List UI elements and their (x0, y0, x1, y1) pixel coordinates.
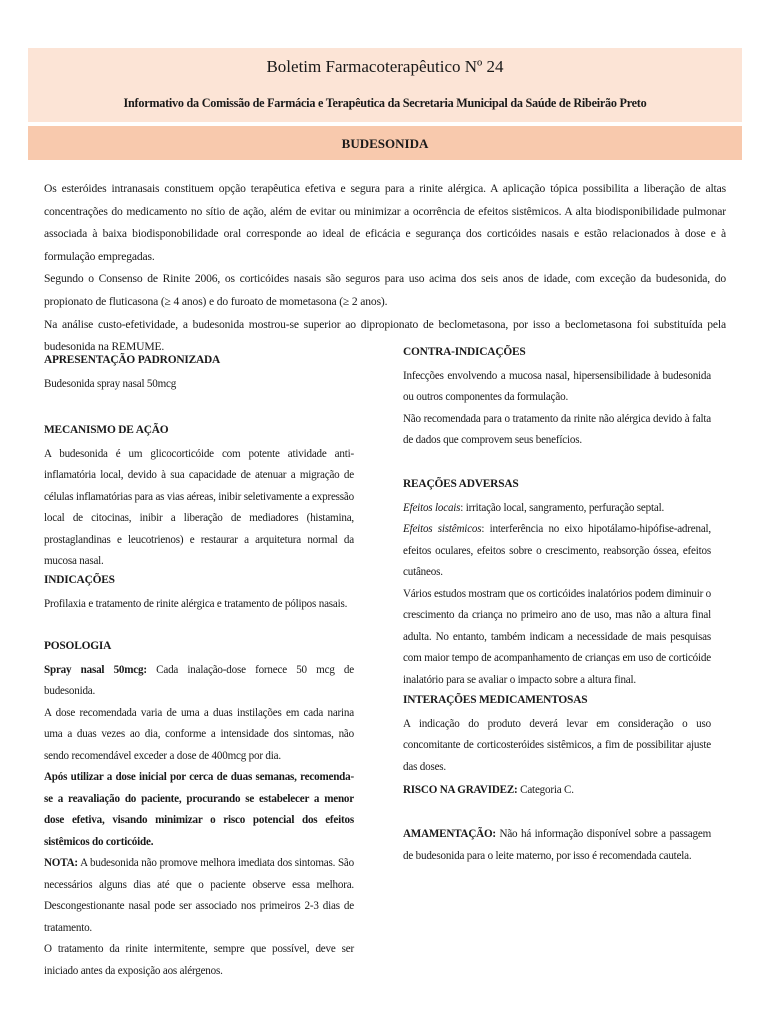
apresentacao-heading: APRESENTAÇÃO PADRONIZADA (44, 354, 221, 366)
intro-paragraph-1: Os esteróides intranasais constituem opção terapêutica efetiva e segura para a rinite alérgica. A aplicação tópica possibilita a liberação de altas concentrações do medicamento no sítio de ação, além de evitar ou minimizar a ocorrência de efeitos sistêmicos. A alta biodisponibilidade pulmonar associada à baixa biodisponobilidade oral corresponde ao ideal de eficácia e segurança dos corticóides nasais e estão relacionados à dose e à formulação empregadas. (44, 182, 726, 263)
risco-line (403, 780, 711, 802)
reacoes-estudos: Vários estudos mostram que os corticóides inalatórios podem diminuir o crescimento da criança no primeiro ano de uso, mas não a altura final adulta. No entanto, também indicam a necessidade de mais pesquisas com maior tempo de acompanhamento de crianças em uso de corticóide inalatório para se avaliar o impacto sobre a altura final. (403, 587, 711, 686)
posologia-dose: A dose recomendada varia de uma a duas instilações em cada narina uma a duas vezes ao dia, conforme a intensidade dos sintomas, não sendo recomendável exceder a dose de 400mcg por dia. (44, 706, 354, 762)
section-risco-gravidez (403, 780, 711, 802)
locais-label: Efeitos locais (403, 501, 461, 514)
mecanismo-text: A budesonida é um glicocorticóide com potente atividade anti-inflamatória local, devido à sua capacidade de atenuar a migração de células inflamatórias para as vias aéreas, inibir seletivamente a expressão local de citocinas, inibir a liberação de mediadores (histamina, prostaglandinas e leucotrienos) e restaurar a arquitetura normal da mucosa nasal. (44, 447, 354, 567)
intro-paragraph-3: Na análise custo-efetividade, a budesonida mostrou-se superior ao dipropionato de beclometasona, por isso a beclometasona foi substituída pela budesonida na REMUME. (44, 317, 726, 354)
intro-section (44, 178, 726, 359)
section-interacoes (403, 690, 711, 778)
interacoes-heading: INTERAÇÕES MEDICAMENTOSAS (403, 694, 588, 706)
reacoes-sistemicos (403, 519, 711, 584)
contra-text-1: Infecções envolvendo a mucosa nasal, hipersensibilidade à budesonida ou outros componentes da formulação. (403, 369, 711, 403)
header-banner (28, 48, 742, 122)
section-posologia (44, 636, 354, 982)
sistemicos-label: Efeitos sistêmicos (403, 523, 482, 535)
section-contra-indicacoes (403, 342, 711, 452)
section-amamentacao (403, 824, 711, 867)
bulletin-subtitle: Informativo da Comissão de Farmácia e Terapêutica da Secretaria Municipal da Saúde de Ribeirão Preto (123, 96, 647, 110)
section-reacoes (403, 474, 711, 691)
risco-label: RISCO NA GRAVIDEZ: (403, 784, 518, 796)
amamentacao-line (403, 824, 711, 867)
section-mecanismo (44, 420, 354, 573)
drug-banner (28, 126, 742, 160)
posologia-heading: POSOLOGIA (44, 640, 112, 652)
locais-text: : irritação local, sangramento, perfuração septal. (460, 501, 665, 514)
interacoes-text: A indicação do produto deverá levar em consideração o uso concomitante de corticosteróides sistêmicos, a fim de possibilitar ajuste das doses. (403, 717, 711, 773)
bulletin-title: Boletim Farmacoterapêutico Nº 24 (266, 57, 504, 76)
posologia-bold: Após utilizar a dose inicial por cerca de duas semanas, recomenda-se a reavaliação do paciente, procurando se estabelecer a menor dose efetiva, visando minimizar o risco potencial dos efeitos sistêmicos do corticóide. (44, 771, 354, 848)
apresentacao-text: Budesonida spray nasal 50mcg (44, 377, 177, 390)
intro-paragraph-2: Segundo o Consenso de Rinite 2006, os corticóides nasais são seguros para uso acima dos seis anos de idade, com exceção da budesonida, do propionato de fluticasona (≥ 4 anos) e do furoato de mometasona (≥ 2 anos). (44, 272, 726, 308)
posologia-final: O tratamento da rinite intermitente, sempre que possível, deve ser iniciado antes da exposição aos alérgenos. (44, 943, 354, 977)
posologia-nota (44, 853, 354, 939)
risco-text: Categoria C. (517, 784, 574, 796)
spray-label: Spray nasal 50mcg: (44, 663, 147, 676)
contra-text-2: Não recomendada para o tratamento da rinite não alérgica devido à falta de dados que comprovem seus benefícios. (403, 412, 711, 446)
drug-name: BUDESONIDA (341, 136, 429, 151)
reacoes-locais (403, 498, 711, 520)
reacoes-heading: REAÇÕES ADVERSAS (403, 478, 519, 490)
nota-label: NOTA: (44, 857, 78, 869)
amamentacao-label: AMAMENTAÇÃO: (403, 828, 496, 840)
spray-text: Cada inalação-dose fornece 50 mcg de budesonida. (44, 663, 355, 697)
section-indicacoes (44, 570, 354, 615)
indicacoes-text: Profilaxia e tratamento de rinite alérgica e tratamento de pólipos nasais. (44, 597, 348, 610)
posologia-spray (44, 660, 354, 703)
contra-heading: CONTRA-INDICAÇÕES (403, 346, 526, 358)
sistemicos-text: : interferência no eixo hipotálamo-hipófise-adrenal, efeitos oculares, efeitos sobre o crescimento, reabsorção óssea, efeitos cutâneos. (403, 523, 712, 578)
amamentacao-text: Não há informação disponível sobre a passagem de budesonida para o leite materno, por isso é recomendada cautela. (403, 828, 711, 862)
mecanismo-heading: MECANISMO DE AÇÃO (44, 424, 169, 436)
section-apresentacao (44, 350, 354, 395)
nota-text: A budesonida não promove melhora imediata dos sintomas. São necessários alguns dias até que o paciente observe essa melhora. Descongestionante nasal pode ser associado nos primeiros 2-3 dias de tratamento. (44, 857, 354, 934)
indicacoes-heading: INDICAÇÕES (44, 574, 115, 586)
